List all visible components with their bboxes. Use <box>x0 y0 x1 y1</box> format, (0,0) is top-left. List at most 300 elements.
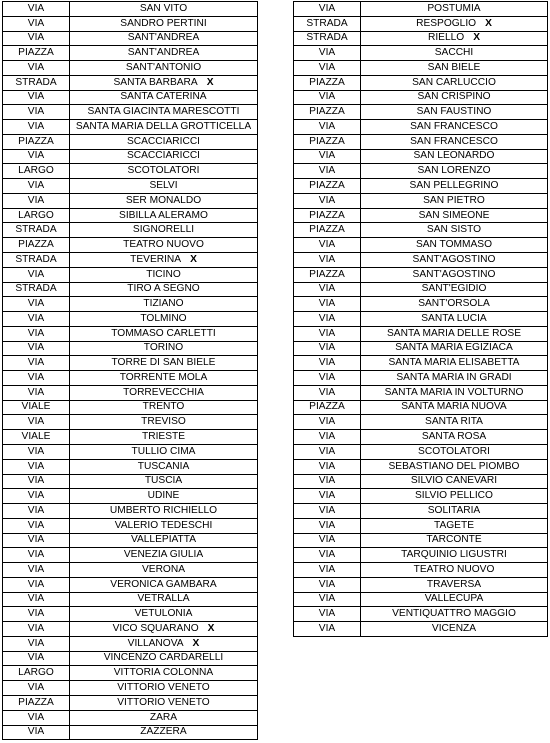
table-row <box>3 105 258 120</box>
street-name-cell <box>70 75 258 90</box>
street-name-cell <box>70 267 258 282</box>
street-type-cell: LARGO <box>3 208 70 223</box>
street-name-cell <box>70 238 258 253</box>
x-mark: X <box>473 32 481 44</box>
table-row <box>294 356 548 371</box>
street-name-cell <box>70 563 258 578</box>
table-row <box>3 651 258 666</box>
street-type-cell: VIA <box>294 341 361 356</box>
street-type-cell: PIAZZA <box>294 105 361 120</box>
street-type-cell: VIA <box>294 371 361 386</box>
street-type-cell: VIA <box>294 622 361 637</box>
table-row <box>3 223 258 238</box>
table-row <box>294 105 548 120</box>
table-row <box>294 208 548 223</box>
table-row <box>294 341 548 356</box>
table-row <box>294 400 548 415</box>
street-name: SAN FRANCESCO <box>410 120 498 132</box>
street-name: SANTA MARIA DELLE ROSE <box>387 327 521 339</box>
street-name: SANTA RITA <box>425 416 483 428</box>
x-mark: X <box>485 17 492 29</box>
table-row <box>294 459 548 474</box>
street-name-cell <box>70 592 258 607</box>
table-row <box>3 253 258 268</box>
street-type-cell: VIA <box>294 489 361 504</box>
street-type-cell: VIA <box>3 16 70 31</box>
table-row <box>294 489 548 504</box>
table-row <box>3 134 258 149</box>
street-name-cell <box>70 548 258 563</box>
street-name: SELVI <box>149 179 178 191</box>
street-name: SANT'AGOSTINO <box>412 253 496 265</box>
table-row <box>294 533 548 548</box>
street-name: TEATRO NUOVO <box>413 563 495 575</box>
street-name: TICINO <box>146 268 181 280</box>
table-row <box>294 371 548 386</box>
street-type-cell: VIA <box>3 31 70 46</box>
street-name-cell <box>70 681 258 696</box>
table-row <box>3 474 258 489</box>
street-type-cell: STRADA <box>3 253 70 268</box>
table-row <box>3 415 258 430</box>
x-mark: X <box>206 76 214 88</box>
x-mark: X <box>207 622 215 634</box>
street-name: POSTUMIA <box>427 2 481 14</box>
street-name: TORREVECCHIA <box>123 386 204 398</box>
street-name-cell <box>70 666 258 681</box>
street-name: SANTA GIACINTA MARESCOTTI <box>87 106 240 118</box>
table-row <box>3 164 258 179</box>
street-name-cell <box>70 636 258 651</box>
street-name-cell <box>70 134 258 149</box>
x-mark: X <box>190 253 197 265</box>
street-name: VALLEPIATTA <box>130 534 197 546</box>
street-type-cell: VIA <box>3 725 70 740</box>
street-name: SAN BIELE <box>427 61 481 73</box>
table-row <box>294 238 548 253</box>
table-row <box>3 548 258 563</box>
street-name-cell <box>361 489 548 504</box>
street-name: SANTA CATERINA <box>120 91 207 103</box>
street-name: TRENTO <box>142 401 185 413</box>
street-type-cell: VIALE <box>3 430 70 445</box>
street-name-cell <box>361 504 548 519</box>
street-type-cell: VIA <box>294 253 361 268</box>
street-type-cell: VIA <box>3 607 70 622</box>
street-name: TRAVERSA <box>426 578 482 590</box>
street-name: VITTORIA COLONNA <box>113 667 214 679</box>
street-type-cell: VIA <box>294 193 361 208</box>
street-type-cell: VIA <box>3 385 70 400</box>
street-type-cell: VIA <box>294 548 361 563</box>
table-row <box>294 622 548 637</box>
street-name: SANTA MARIA NUOVA <box>401 401 507 413</box>
street-type-cell: VIA <box>3 636 70 651</box>
street-name-cell <box>361 430 548 445</box>
street-type-cell: VIA <box>294 90 361 105</box>
street-type-cell: LARGO <box>3 164 70 179</box>
street-name-cell <box>70 459 258 474</box>
street-type-cell: VIALE <box>3 400 70 415</box>
table-row <box>294 75 548 90</box>
street-name-cell <box>361 297 548 312</box>
street-name-cell <box>70 444 258 459</box>
table-row <box>3 326 258 341</box>
street-type-cell: VIA <box>3 489 70 504</box>
street-name: TREVISO <box>141 416 186 428</box>
table-row <box>294 179 548 194</box>
table-row <box>294 518 548 533</box>
street-type-cell: VIA <box>294 282 361 297</box>
street-name-cell <box>70 385 258 400</box>
table-row <box>3 179 258 194</box>
table-row <box>3 193 258 208</box>
table-row <box>3 710 258 725</box>
street-type-cell: STRADA <box>3 75 70 90</box>
street-type-cell: VIA <box>294 430 361 445</box>
street-type-cell: VIA <box>3 651 70 666</box>
street-type-cell: VIA <box>3 459 70 474</box>
street-name-cell <box>361 282 548 297</box>
street-name-cell <box>361 415 548 430</box>
street-type-cell: VIA <box>3 563 70 578</box>
street-name: SANT'ANDREA <box>127 32 200 44</box>
street-name-cell <box>361 75 548 90</box>
street-name-cell <box>361 238 548 253</box>
table-row <box>294 326 548 341</box>
street-name-cell <box>70 341 258 356</box>
street-name: SEBASTIANO DEL PIOMBO <box>388 460 520 472</box>
street-name: SAN SISTO <box>426 224 482 236</box>
table-row <box>3 2 258 17</box>
street-name-cell <box>361 164 548 179</box>
street-name: SANT'EGIDIO <box>421 283 487 295</box>
table-row <box>3 46 258 61</box>
street-name-cell <box>70 61 258 76</box>
street-type-cell: PIAZZA <box>3 134 70 149</box>
street-name-cell <box>70 164 258 179</box>
street-name-cell <box>70 622 258 637</box>
street-name: SAN FAUSTINO <box>416 106 492 118</box>
street-name-cell <box>361 326 548 341</box>
street-name: SAN TOMMASO <box>415 239 493 251</box>
street-type-cell: VIA <box>3 548 70 563</box>
street-name-cell <box>70 356 258 371</box>
street-type-cell: VIA <box>3 326 70 341</box>
street-name-cell <box>70 179 258 194</box>
street-type-cell: STRADA <box>3 223 70 238</box>
street-name: VITTORIO VENETO <box>117 682 210 693</box>
street-name-cell <box>361 2 548 17</box>
table-row <box>3 385 258 400</box>
street-type-cell: VIA <box>3 371 70 386</box>
street-name: UMBERTO RICHIELLO <box>109 504 218 516</box>
table-row <box>3 577 258 592</box>
street-name: TRIESTE <box>141 430 186 442</box>
street-name-cell <box>70 105 258 120</box>
street-name: SCACCIARICCI <box>126 135 201 147</box>
street-name: TEATRO NUOVO <box>123 239 204 251</box>
street-name-cell <box>361 400 548 415</box>
street-type-cell: VIA <box>3 61 70 76</box>
table-row <box>294 385 548 400</box>
street-name-cell <box>70 282 258 297</box>
street-name-cell <box>361 622 548 637</box>
street-type-cell: VIA <box>294 533 361 548</box>
table-row <box>3 607 258 622</box>
street-name-cell <box>361 607 548 622</box>
table-row <box>3 75 258 90</box>
street-type-cell: VIA <box>3 341 70 356</box>
street-name-cell <box>70 223 258 238</box>
street-type-cell: PIAZZA <box>294 208 361 223</box>
street-type-cell: VIA <box>294 459 361 474</box>
street-name-cell <box>361 134 548 149</box>
street-type-cell: VIA <box>294 2 361 17</box>
street-type-cell: VIA <box>294 607 361 622</box>
street-type-cell: PIAZZA <box>294 223 361 238</box>
table-row <box>294 577 548 592</box>
street-table-left-body <box>3 2 258 740</box>
street-name-cell <box>361 444 548 459</box>
street-name: TEVERINA <box>130 253 182 265</box>
table-row <box>294 16 548 31</box>
street-name-cell <box>70 400 258 415</box>
table-row <box>294 193 548 208</box>
table-row <box>3 622 258 637</box>
street-name-cell <box>361 208 548 223</box>
street-name: RESPOGLIO <box>416 17 477 29</box>
street-name-cell <box>70 533 258 548</box>
street-name: SAN LEONARDO <box>413 150 495 162</box>
street-name-cell <box>70 253 258 268</box>
table-row <box>3 636 258 651</box>
street-name: SANT'AGOSTINO <box>412 268 496 280</box>
street-name: TAGETE <box>434 519 474 531</box>
street-name: VILLANOVA <box>127 637 184 649</box>
street-name: SANT'ANDREA <box>127 47 200 59</box>
street-type-cell: VIA <box>3 297 70 312</box>
table-row <box>3 400 258 415</box>
street-name-cell <box>70 695 258 710</box>
street-type-cell: VIA <box>3 105 70 120</box>
street-type-cell: VIA <box>3 504 70 519</box>
street-name: VENEZIA GIULIA <box>123 549 204 561</box>
street-name-cell <box>361 61 548 76</box>
street-name-cell <box>361 312 548 327</box>
table-row <box>294 2 548 17</box>
table-row <box>3 430 258 445</box>
table-row <box>3 725 258 740</box>
street-table-left <box>2 1 258 740</box>
street-name: VICO SQUARANO <box>112 622 199 634</box>
street-name: VALERIO TEDESCHI <box>114 519 213 531</box>
street-name: SANTA MARIA ELISABETTA <box>388 357 520 369</box>
street-name: VENTIQUATTRO MAGGIO <box>392 608 516 620</box>
street-type-cell: VIA <box>3 2 70 17</box>
table-row <box>294 444 548 459</box>
street-name-cell <box>361 518 548 533</box>
street-name: SAN FRANCESCO <box>410 135 498 147</box>
street-name: SANTA LUCIA <box>421 312 487 324</box>
table-row <box>294 31 548 46</box>
table-row <box>294 61 548 76</box>
street-type-cell: PIAZZA <box>3 238 70 253</box>
street-name-cell <box>70 489 258 504</box>
street-name-cell <box>70 577 258 592</box>
street-table-right <box>293 1 548 637</box>
table-row <box>294 120 548 135</box>
street-type-cell: PIAZZA <box>3 695 70 710</box>
street-name-cell <box>70 312 258 327</box>
street-name: VERONA <box>141 563 186 575</box>
street-name: TIZIANO <box>143 298 184 310</box>
street-name: ZAZZERA <box>140 726 187 738</box>
street-name: VALLECUPA <box>424 593 484 605</box>
street-type-cell: VIA <box>3 179 70 194</box>
street-name: TORRE DI SAN BIELE <box>111 357 216 369</box>
street-type-cell: VIA <box>294 415 361 430</box>
street-name-cell <box>361 193 548 208</box>
street-name: SOLITARIA <box>427 504 481 516</box>
street-type-cell: VIA <box>294 312 361 327</box>
street-name-cell <box>361 356 548 371</box>
street-name: TIRO A SEGNO <box>127 283 200 295</box>
table-row <box>294 297 548 312</box>
street-name-cell <box>361 179 548 194</box>
street-name: TOLMINO <box>140 312 187 324</box>
table-row <box>294 592 548 607</box>
street-name: SAN LORENZO <box>417 165 491 177</box>
street-type-cell: VIA <box>3 710 70 725</box>
street-name-cell <box>361 341 548 356</box>
street-name: SAN PIETRO <box>423 194 485 206</box>
table-row <box>3 459 258 474</box>
street-type-cell: VIA <box>294 149 361 164</box>
street-name-cell <box>70 326 258 341</box>
street-type-cell: VIA <box>294 518 361 533</box>
table-row <box>3 489 258 504</box>
street-name-cell <box>70 518 258 533</box>
table-row <box>3 312 258 327</box>
street-table-right-body <box>294 2 548 637</box>
street-name-cell <box>361 253 548 268</box>
table-row <box>3 297 258 312</box>
street-name-cell <box>361 577 548 592</box>
street-type-cell: PIAZZA <box>294 267 361 282</box>
street-type-cell: PIAZZA <box>3 46 70 61</box>
street-name: TORRENTE MOLA <box>119 371 208 383</box>
table-row <box>3 371 258 386</box>
street-name: SANT'ORSOLA <box>418 298 490 310</box>
street-name: SANTA MARIA EGIZIACA <box>395 342 513 354</box>
street-name-cell <box>70 2 258 17</box>
street-name: SAN CARLUCCIO <box>412 76 496 88</box>
street-name-cell <box>70 297 258 312</box>
table-row <box>3 356 258 371</box>
street-name: SILVIO CANEVARI <box>410 475 498 487</box>
street-name: TULLIO CIMA <box>131 445 196 457</box>
street-name-cell <box>70 371 258 386</box>
street-name-cell <box>70 193 258 208</box>
street-name-cell <box>361 533 548 548</box>
street-type-cell: VIA <box>3 90 70 105</box>
street-name: SAN VITO <box>139 2 188 14</box>
table-row <box>3 208 258 223</box>
street-name: SILVIO PELLICO <box>415 490 493 502</box>
table-row <box>294 46 548 61</box>
table-row <box>3 120 258 135</box>
street-name-cell <box>361 31 548 46</box>
street-name: SAN CRISPINO <box>417 91 491 103</box>
table-row <box>294 223 548 238</box>
table-row <box>294 548 548 563</box>
street-type-cell: VIA <box>294 46 361 61</box>
street-name: VERONICA GAMBARA <box>110 578 217 590</box>
table-row <box>294 563 548 578</box>
table-row <box>294 504 548 519</box>
street-name: VITTORIO VENETO <box>117 696 210 708</box>
street-type-cell: VIA <box>294 61 361 76</box>
table-row <box>3 149 258 164</box>
street-type-cell: VIA <box>3 592 70 607</box>
table-row <box>3 563 258 578</box>
street-name: TOMMASO CARLETTI <box>111 327 216 339</box>
street-type-cell: VIA <box>3 444 70 459</box>
street-type-cell: VIA <box>294 474 361 489</box>
street-name: SANT'ANTONIO <box>125 61 202 73</box>
street-name: SANDRO PERTINI <box>120 17 207 29</box>
street-name-cell <box>361 105 548 120</box>
table-row <box>294 267 548 282</box>
table-row <box>3 592 258 607</box>
street-name: SANTA MARIA DELLA GROTTICELLA <box>75 120 252 132</box>
street-type-cell: VIA <box>3 474 70 489</box>
table-row <box>294 282 548 297</box>
street-type-cell: VIA <box>294 164 361 179</box>
table-row <box>294 253 548 268</box>
street-name-cell <box>70 16 258 31</box>
table-row <box>294 415 548 430</box>
street-name: SACCHI <box>434 47 474 59</box>
street-name-cell <box>361 223 548 238</box>
street-type-cell: LARGO <box>3 666 70 681</box>
street-name: ZARA <box>149 711 178 723</box>
table-row <box>3 681 258 696</box>
street-name: TARQUINIO LIGUSTRI <box>401 549 507 561</box>
table-row <box>294 430 548 445</box>
table-row <box>3 518 258 533</box>
street-name: SER MONALDO <box>125 194 202 206</box>
table-row <box>3 61 258 76</box>
table-row <box>294 607 548 622</box>
street-name: SAN PELLEGRINO <box>409 179 499 191</box>
table-row <box>294 90 548 105</box>
street-name-cell <box>361 120 548 135</box>
street-type-cell: STRADA <box>3 282 70 297</box>
street-type-cell: VIA <box>3 577 70 592</box>
street-type-cell: VIA <box>294 356 361 371</box>
street-type-cell: VIA <box>3 681 70 696</box>
street-name: SANTA BARBARA <box>113 76 198 88</box>
street-name-cell <box>361 385 548 400</box>
street-name: SCOTOLATORI <box>127 165 200 177</box>
table-row <box>3 444 258 459</box>
street-type-cell: VIA <box>294 444 361 459</box>
table-row <box>294 312 548 327</box>
table-row <box>3 16 258 31</box>
street-name-cell <box>70 208 258 223</box>
